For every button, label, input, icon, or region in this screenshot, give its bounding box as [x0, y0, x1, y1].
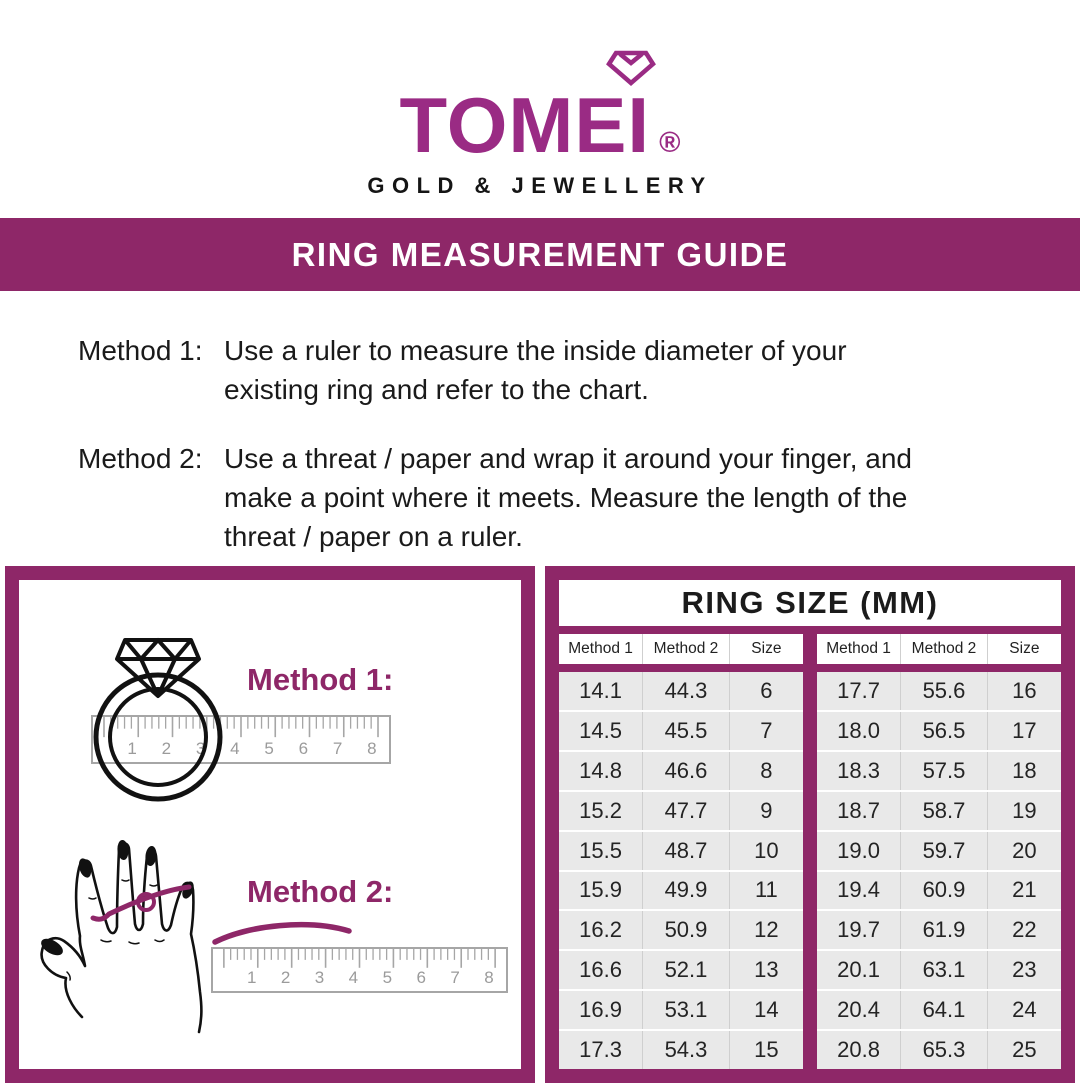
- ruler-icon: [92, 716, 390, 763]
- table-cell: 15: [754, 1037, 779, 1063]
- table-cell: 58.7: [901, 792, 988, 830]
- table-cell: 9: [760, 797, 773, 823]
- ring-size-table-panel: [545, 566, 1075, 1083]
- instruction-line: existing ring and refer to the chart.: [224, 374, 649, 405]
- table-header-row: [817, 634, 1061, 664]
- ruler-number: 3: [195, 739, 206, 758]
- table-body: [817, 672, 1061, 1069]
- instruction-line: Use a ruler to measure the inside diameter of your: [224, 335, 847, 366]
- ruler-number: 5: [264, 739, 274, 758]
- table-row: [817, 832, 1061, 872]
- ruler-number: 4: [230, 739, 240, 758]
- table-cell: 18.3: [817, 752, 901, 790]
- table-cell: 55.6: [901, 672, 988, 710]
- table-row: [817, 991, 1061, 1031]
- method-2-label: Method 2:: [247, 874, 394, 909]
- table-cell: 15.2: [559, 792, 643, 830]
- table-cell: 20.4: [817, 991, 901, 1029]
- table-cell: 19.0: [817, 832, 901, 870]
- table-cell: 65.3: [901, 1031, 988, 1069]
- illustration-panel: [5, 566, 535, 1083]
- table-cell: 64.1: [901, 991, 988, 1029]
- instruction-method-1: [78, 331, 1080, 409]
- column-header: Method 2: [643, 634, 730, 664]
- page-title: RING MEASUREMENT GUIDE: [291, 235, 789, 273]
- instruction-line: threat / paper on a ruler.: [224, 521, 523, 552]
- table-cell: 8: [760, 757, 773, 783]
- instruction-line: make a point where it meets. Measure the length of the: [224, 482, 908, 513]
- table-cell: 18.0: [817, 712, 901, 750]
- instruction-label: Method 1:: [78, 335, 203, 366]
- table-title: RING SIZE (MM): [559, 580, 1061, 626]
- table-cell: 16.9: [559, 991, 643, 1029]
- table-cell: 57.5: [901, 752, 988, 790]
- table-row: [559, 832, 803, 872]
- hand-icon: [38, 840, 201, 1032]
- ruler-number: 2: [161, 739, 172, 758]
- table-cell: 17: [1012, 717, 1037, 743]
- table-body: [559, 672, 803, 1069]
- table-row: [817, 1031, 1061, 1069]
- table-cell: 12: [754, 917, 779, 943]
- table-row: [817, 752, 1061, 792]
- table-cell: 47.7: [643, 792, 730, 830]
- instruction-text: [224, 331, 847, 409]
- ruler-number: 5: [382, 968, 393, 987]
- table-cell: 54.3: [643, 1031, 730, 1069]
- ruler-number: 6: [416, 968, 426, 987]
- table-row: [559, 872, 803, 912]
- table-cell: 7: [760, 717, 773, 743]
- table-cell: 44.3: [643, 672, 730, 710]
- table-cell: 18.7: [817, 792, 901, 830]
- ring-size-table-right: [817, 634, 1061, 1069]
- page-title-banner: [0, 218, 1080, 291]
- column-header: Size: [751, 640, 782, 657]
- instruction-label: Method 2:: [78, 443, 203, 474]
- table-cell: 14.1: [559, 672, 643, 710]
- table-cell: 19.4: [817, 872, 901, 910]
- column-header: Method 2: [901, 634, 988, 664]
- illustration-graphic: [19, 580, 521, 1069]
- table-cell: 24: [1012, 997, 1037, 1023]
- method-1-label: Method 1:: [247, 662, 394, 697]
- table-header-row: [559, 634, 803, 664]
- registered-trademark-icon: ®: [659, 127, 681, 159]
- table-cell: 18: [1012, 757, 1037, 783]
- ruler-number: 8: [367, 739, 377, 758]
- table-row: [817, 911, 1061, 951]
- table-cell: 20: [1012, 837, 1037, 863]
- ruler-number: 3: [314, 968, 325, 987]
- ruler-number: 1: [246, 968, 257, 987]
- brand-name-row: [399, 81, 681, 169]
- table-cell: 52.1: [643, 951, 730, 989]
- ruler-number: 7: [450, 968, 460, 987]
- table-cell: 19: [1012, 797, 1037, 823]
- table-cell: 23: [1012, 957, 1037, 983]
- table-row: [559, 712, 803, 752]
- table-row: [817, 872, 1061, 912]
- table-row: [559, 752, 803, 792]
- ruler-number: 7: [332, 739, 343, 758]
- table-cell: 59.7: [901, 832, 988, 870]
- table-cell: 13: [754, 957, 779, 983]
- table-cell: 45.5: [643, 712, 730, 750]
- table-row: [559, 792, 803, 832]
- column-header: Size: [1009, 640, 1040, 657]
- table-row: [817, 792, 1061, 832]
- column-header: Method 1: [559, 634, 643, 664]
- table-cell: 46.6: [643, 752, 730, 790]
- table-cell: 15.9: [559, 872, 643, 910]
- bottom-panels: [5, 566, 1075, 1083]
- brand-name: TOMEI: [399, 81, 651, 169]
- table-cell: 50.9: [643, 911, 730, 949]
- table-cell: 49.9: [643, 872, 730, 910]
- table-cell: 14.8: [559, 752, 643, 790]
- instruction-line: Use a threat / paper and wrap it around your finger, and: [224, 443, 912, 474]
- table-cell: 20.1: [817, 951, 901, 989]
- table-row: [817, 712, 1061, 752]
- instructions-section: [78, 331, 1080, 556]
- table-row: [559, 672, 803, 712]
- table-cell: 48.7: [643, 832, 730, 870]
- ring-size-table-left: [559, 634, 803, 1069]
- table-cell: 10: [754, 837, 779, 863]
- thread-line-icon: [215, 925, 349, 942]
- diamond-logo-icon: [606, 50, 656, 86]
- column-header: Method 1: [817, 634, 901, 664]
- table-cell: 61.9: [901, 911, 988, 949]
- table-cell: 14.5: [559, 712, 643, 750]
- table-row: [559, 1031, 803, 1069]
- brand-logo: [0, 0, 1080, 197]
- table-cell: 17.3: [559, 1031, 643, 1069]
- table-cell: 21: [1012, 877, 1037, 903]
- table-cell: 16.6: [559, 951, 643, 989]
- table-row: [817, 951, 1061, 991]
- instruction-method-2: [78, 439, 1080, 556]
- table-cell: 19.7: [817, 911, 901, 949]
- table-cell: 15.5: [559, 832, 643, 870]
- table-cell: 60.9: [901, 872, 988, 910]
- table-cell: 16.2: [559, 911, 643, 949]
- table-cell: 22: [1012, 917, 1037, 943]
- tables-row: [559, 634, 1061, 1069]
- table-cell: 17.7: [817, 672, 901, 710]
- table-cell: 20.8: [817, 1031, 901, 1069]
- table-row: [559, 951, 803, 991]
- table-row: [559, 911, 803, 951]
- instruction-text: [224, 439, 912, 556]
- table-cell: 63.1: [901, 951, 988, 989]
- table-cell: 11: [754, 877, 778, 903]
- table-cell: 16: [1012, 677, 1037, 703]
- ruler-number: 4: [348, 968, 359, 987]
- table-cell: 56.5: [901, 712, 988, 750]
- table-cell: 53.1: [643, 991, 730, 1029]
- ruler-number: 1: [127, 739, 137, 758]
- table-cell: 6: [760, 677, 773, 703]
- brand-tagline: GOLD & JEWELLERY: [367, 173, 713, 198]
- ruler-number: 6: [298, 739, 309, 758]
- table-row: [817, 672, 1061, 712]
- table-cell: 14: [754, 997, 779, 1023]
- table-row: [559, 991, 803, 1031]
- ruler-number: 2: [280, 968, 291, 987]
- table-cell: 25: [1012, 1037, 1037, 1063]
- ruler-icon: [212, 948, 507, 992]
- ruler-number: 8: [484, 968, 494, 987]
